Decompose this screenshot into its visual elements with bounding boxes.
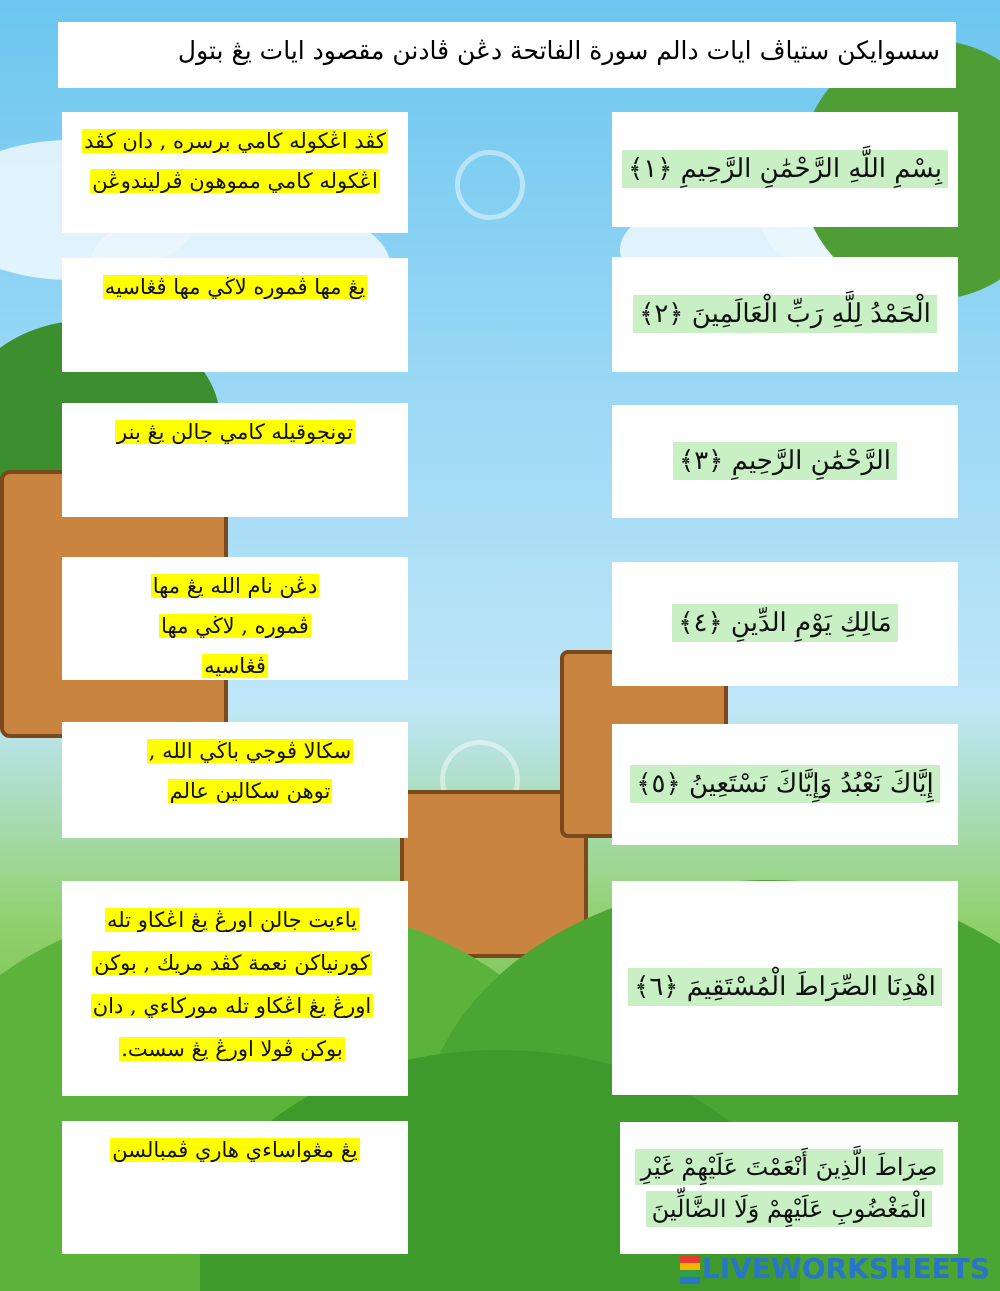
verse-box-7[interactable] [620, 1122, 958, 1254]
meaning-text: ياءيت جالن اورڠ يڠ اڠكاو تله كورنياكن نعمة كڤد مريك , بوكن اورڠ يڠ اڠكاو تله موركاءي , دان بوكن ڤولا اورڠ يڠ سست. [92, 908, 372, 1062]
instruction-title [58, 22, 956, 88]
verse-box-2[interactable] [612, 257, 958, 372]
meaning-box-4[interactable] [62, 557, 408, 680]
meaning-text: كڤد اڠكوله كامي برسره , دان كڤد اڠكوله كامي مموهون ڤرليندوڠن [84, 129, 386, 193]
meaning-box-1[interactable] [62, 112, 408, 233]
swirl-decoration [455, 150, 525, 220]
verse-box-6[interactable] [612, 881, 958, 1095]
meaning-text: يڠ مڠواساءي هاري ڤمبالسن [112, 1138, 358, 1162]
meaning-text: يڠ مها ڤموره لاڬي مها ڤڠاسيه [104, 275, 366, 299]
meaning-box-7[interactable] [62, 1121, 408, 1254]
meaning-box-3[interactable] [62, 403, 408, 517]
instruction-text: سسوايكن ستياڤ ايات دالم سورة الفاتحة دڠن ڤادنن مقصود ايات يڠ بتول [177, 36, 940, 65]
liveworksheets-logo-icon [680, 1256, 700, 1284]
verse-text: الرَّحْمَٰنِ الرَّحِيمِ ﴿٣﴾ [673, 442, 897, 480]
meaning-box-5[interactable] [62, 722, 408, 838]
verse-text: إِيَّاكَ نَعْبُدُ وَإِيَّاكَ نَسْتَعِينُ ﴿٥﴾ [630, 765, 939, 803]
meaning-box-6[interactable] [62, 881, 408, 1096]
meaning-text: دڠن نام الله يڠ مها ڤموره , لاڬي مها ڤڠاسيه [152, 574, 318, 678]
meaning-text: سكالا ڤوجي باڬي الله , توهن سكالين عالم [148, 739, 352, 803]
meaning-text: تونجوقيله كامي جالن يڠ بنر [117, 420, 353, 444]
liveworksheets-watermark [680, 1252, 990, 1285]
verse-box-5[interactable] [612, 724, 958, 845]
verse-text: بِسْمِ اللَّهِ الرَّحْمَٰنِ الرَّحِيمِ ﴿١﴾ [622, 150, 948, 188]
verse-box-4[interactable] [612, 562, 958, 686]
verse-text: الْحَمْدُ لِلَّهِ رَبِّ الْعَالَمِينَ ﴿٢﴾ [633, 295, 937, 333]
watermark-text: LIVEWORKSHEETS [701, 1252, 990, 1285]
verse-text: صِرَاطَ الَّذِينَ أَنْعَمْتَ عَلَيْهِمْ غَيْرِ الْمَغْضُوبِ عَلَيْهِمْ وَلَا الضَّالِّينَ [635, 1149, 943, 1227]
verse-text: مَالِكِ يَوْمِ الدِّينِ ﴿٤﴾ [672, 604, 898, 642]
meaning-box-2[interactable] [62, 258, 408, 372]
verse-box-1[interactable] [612, 112, 958, 227]
verse-text: اهْدِنَا الصِّرَاطَ الْمُسْتَقِيمَ ﴿٦﴾ [628, 968, 942, 1006]
verse-box-3[interactable] [612, 405, 958, 518]
